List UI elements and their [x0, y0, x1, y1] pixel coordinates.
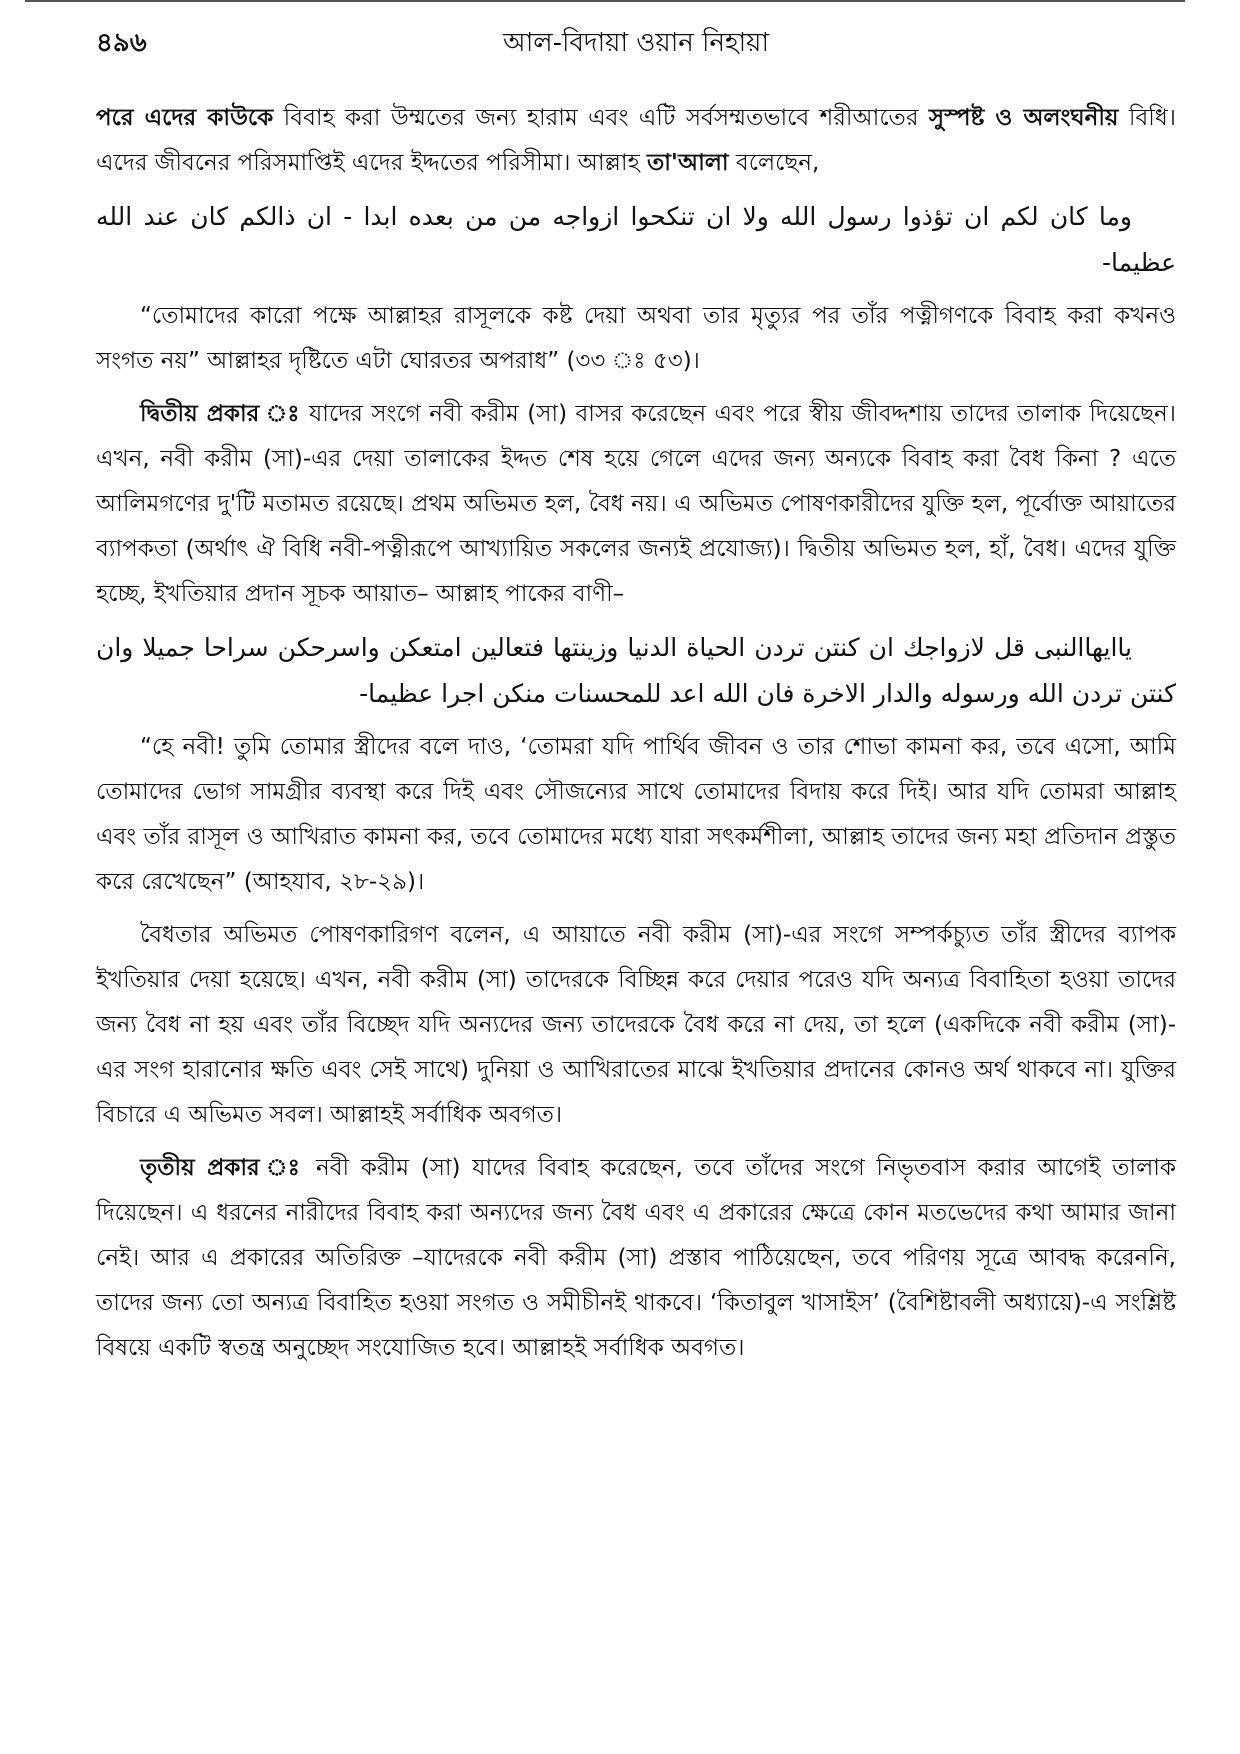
paragraph-3: বৈধতার অভিমত পোষণকারিগণ বলেন, এ আয়াতে নবী করীম (সা)-এর সংগে সম্পর্কচ্যুত তাঁর স্ত্রীদের ব্যাপক ইখতিয়ার দেয়া হয়েছে। এখন, নবী করীম (সা) তাদেরকে বিচ্ছিন্ন করে দেয়ার পরেও যদি অন্যত্র বিবাহিতা হওয়া তাদের জন্য বৈধ না হয় এবং তাঁর বিচ্ছেদ যদি অন্যদের জন্য তাদেরকে বৈধ করে না দেয়, তা হলে (একদিকে নবী করীম (সা)-এর সংগ হারানোর ক্ষতি এবং সেই সাথে) দুনিয়া ও আখিরাতের মাঝে ইখতিয়ার প্রদানের কোনও অর্থ থাকবে না। যুক্তির বিচারে এ অভিমত সবল। আল্লাহই সর্বাধিক অবগত।	[96, 922, 1176, 1128]
text: নবী করীম (সা) যাদের বিবাহ করেছেন, তবে তাঁদের সংগে নিভৃতবাস করার আগেই তালাক দিয়েছেন। এ ধরনের নারীদের বিবাহ করা অন্যদের জন্য বৈধ এবং এ প্রকারের ক্ষেত্রে কোন মতভেদের কথা আমার জানা নেই। আর এ প্রকারের অতিরিক্ত –যাদেরকে নবী করীম (সা) প্রস্তাব পাঠিয়েছেন, তবে পরিণয় সূত্রে আবদ্ধ করেননি, তাদের জন্য তো অন্যত্র বিবাহিত হওয়া সংগত ও সমীচীনই থাকবে। ‘কিতাবুল খাসাইস’ (বৈশিষ্টাবলী অধ্যায়ে)-এ সংশ্লিষ্ট বিষয়ে একটি স্বতন্ত্র অনুচ্ছেদ সংযোজিত হবে। আল্লাহই সর্বাধিক অবগত।	[96, 1155, 1176, 1361]
arabic-verse-2: ياايهاالنبى قل لازواجك ان كنتن تردن الحياة الدنيا وزينتها فتعالين امتعكن واسرحكن سراحا جميلا وان كنتن تردن الله ورسوله والدار الاخرة فان الله اعد للمحسنات منكن اجرا عظيما-	[96, 633, 1176, 708]
arabic-verse-1: وما كان لكم ان تؤذوا رسول الله ولا ان تنكحوا ازواجه من من بعده ابدا - ان ذالكم كان عند الله عظيما-	[96, 202, 1176, 277]
translation-quote-1: “তোমাদের কারো পক্ষে আল্লাহর রাসূলকে কষ্ট দেয়া অথবা তার মৃত্যুর পর তাঁর পত্নীগণকে বিবাহ করা কখনও সংগত নয়” আল্লাহর দৃষ্টিতে এটা ঘোরতর অপরাধ” (৩৩ ঃ ৫৩)।	[96, 303, 1176, 374]
running-title: আল-বিদায়া ওয়ান নিহায়া	[502, 28, 770, 58]
paragraph-4	[96, 1146, 1176, 1371]
page-number: ৪৯৬	[96, 28, 147, 58]
paragraph-2	[96, 392, 1176, 617]
bold-text: তা'আলা	[647, 150, 729, 176]
text: যাদের সংগে নবী করীম (সা) বাসর করেছেন এবং পরে স্বীয় জীবদ্দশায় তাদের তালাক দিয়েছেন। এখন, নবী করীম (সা)-এর দেয়া তালাকের ইদ্দত শেষ হয়ে গেলে এদের জন্য অন্যকে বিবাহ করা বৈধ কিনা ? এতে আলিমগণের দু'টি মতামত রয়েছে। প্রথম অভিমত হল, বৈধ নয়। এ অভিমত পোষণকারীদের যুক্তি হল, পূর্বোক্ত আয়াতের ব্যাপকতা (অর্থাৎ ঐ বিধি নবী-পত্নীরূপে আখ্যায়িত সকলের জন্যই প্রযোজ্য)। দ্বিতীয় অভিমত হল, হাঁ, বৈধ। এদের যুক্তি হচ্ছে, ইখতিয়ার প্রদান সূচক আয়াত– আল্লাহ পাকের বাণী–	[96, 401, 1177, 607]
section-label: তৃতীয় প্রকার ঃ	[140, 1155, 305, 1181]
bold-text: পরে এদের কাউকে	[96, 105, 274, 131]
page-body	[96, 96, 1176, 1379]
paragraph-1	[96, 96, 1176, 186]
text: বিধি। এদের জীবনের পরিসমাপ্তিই এদের ইদ্দতের পরিসীমা। আল্লাহ	[96, 105, 1176, 176]
translation-quote-2: “হে নবী! তুমি তোমার স্ত্রীদের বলে দাও, ‘তোমরা যদি পার্থিব জীবন ও তার শোভা কামনা কর, তবে এসো, আমি তোমাদের ভোগ সামগ্রীর ব্যবস্থা করে দিই এবং সৌজন্যের সাথে তোমাদের বিদায় করে দিই। আর যদি তোমরা আল্লাহ এবং তাঁর রাসূল ও আখিরাত কামনা কর, তবে তোমাদের মধ্যে যারা সৎকর্মশীলা, আল্লাহ তাদের জন্য মহা প্রতিদান প্রস্তুত করে রেখেছেন” (আহযাব, ২৮-২৯)।	[96, 734, 1176, 895]
page-header	[96, 22, 1176, 62]
text: বলেছেন,	[728, 150, 820, 176]
bold-text: সুস্পষ্ট ও অলংঘনীয়	[928, 105, 1119, 131]
section-label: দ্বিতীয় প্রকার ঃ	[140, 401, 301, 427]
top-rule	[25, 0, 1185, 2]
text: বিবাহ করা উম্মতের জন্য হারাম এবং এটি সর্বসম্মতভাবে শরীআতের	[273, 105, 929, 131]
